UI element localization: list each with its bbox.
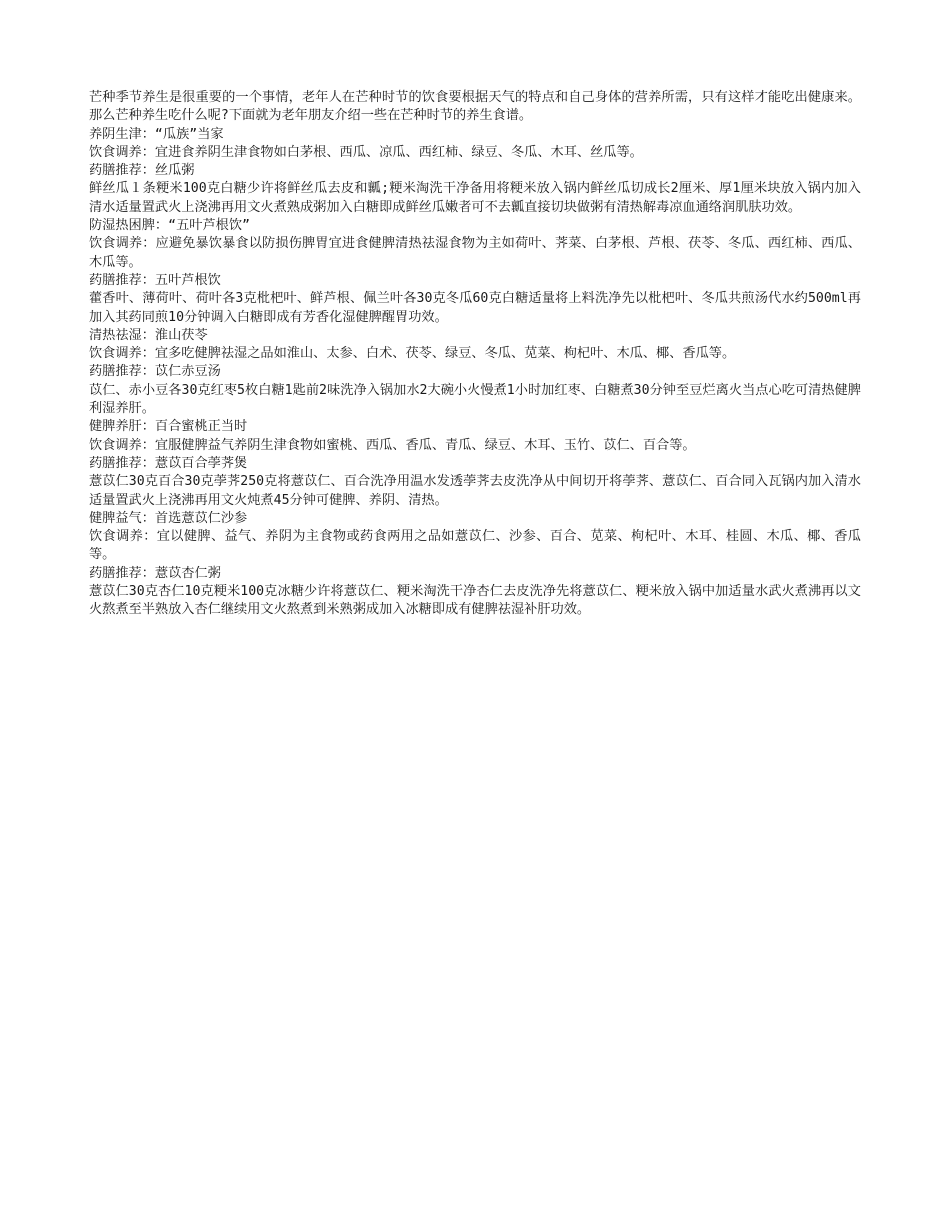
recipe-title: 药膳推荐：丝瓜粥	[89, 163, 195, 179]
recipe-title: 药膳推荐：五叶芦根饮	[89, 272, 221, 288]
diet-paragraph: 饮食调养：应避免暴饮暴食以防损伤脾胃宜进食健脾清热祛湿食物为主如荷叶、荠菜、白茅根、芦根、茯苓、冬瓜、西红柿、西瓜、木瓜等。	[89, 236, 861, 270]
recipe-paragraph: 苡仁、赤小豆各30克红枣5枚白糖1匙前2味洗净入锅加水2大碗小火慢煮1小时加红枣、白糖煮30分钟至豆烂离火当点心吃可清热健脾利湿养肝。	[89, 382, 861, 417]
recipe-paragraph: 藿香叶、薄荷叶、荷叶各3克枇杷叶、鲜芦根、佩兰叶各30克冬瓜60克白糖适量将上料洗净先以枇杷叶、冬瓜共煎汤代水约500ml再加入其药同煎10分钟调入白糖即成有芳香化湿健脾醒胃功效。	[89, 291, 861, 325]
recipe-title: 药膳推荐：薏苡杏仁粥	[89, 565, 221, 581]
recipe-paragraph: 鲜丝瓜１条粳米100克白糖少许将鲜丝瓜去皮和瓤;粳米淘洗干净备用将粳米放入锅内鲜丝瓜切成长2厘米、厚1厘米块放入锅内加入清水适量置武火上浇沸再用文火煮熟成粥加入白糖即成鲜丝瓜嫩者可不去瓤直接切块做粥有清热解毒凉血通络润肌肤功效。	[89, 181, 861, 215]
intro-paragraph: 芒种季节养生是很重要的一个事情，老年人在芒种时节的饮食要根据天气的特点和自己身体的营养所需，只有这样才能吃出健康来。那么芒种养生吃什么呢?下面就为老年朋友介绍一些在芒种时节的养生食谱。	[89, 90, 861, 124]
recipe-title: 药膳推荐：苡仁赤豆汤	[89, 364, 221, 380]
diet-paragraph: 饮食调养：宜多吃健脾祛湿之品如淮山、太参、白术、茯苓、绿豆、冬瓜、苋菜、枸杞叶、木瓜、椰、香瓜等。	[89, 346, 736, 362]
diet-paragraph: 饮食调养：宜进食养阴生津食物如白茅根、西瓜、凉瓜、西红柿、绿豆、冬瓜、木耳、丝瓜等。	[89, 144, 643, 160]
section-heading: 健脾益气：首选薏苡仁沙参	[89, 510, 248, 526]
recipe-paragraph: 薏苡仁30克百合30克荸荠250克将薏苡仁、百合洗净用温水发透荸荠去皮洗净从中间切开将荸荠、薏苡仁、百合同入瓦锅内加入清水适量置武火上浇沸再用文火炖煮45分钟可健脾、养阴、清热。	[89, 474, 861, 508]
diet-paragraph: 饮食调养：宜服健脾益气养阴生津食物如蜜桃、西瓜、香瓜、青瓜、绿豆、木耳、玉竹、苡仁、百合等。	[89, 437, 696, 453]
section-heading: 健脾养肝：百合蜜桃正当时	[89, 419, 248, 435]
recipe-title: 药膳推荐：薏苡百合荸荠煲	[89, 455, 248, 471]
recipe-paragraph: 薏苡仁30克杏仁10克粳米100克冰糖少许将薏苡仁、粳米淘洗干净杏仁去皮洗净先将薏苡仁、粳米放入锅中加适量水武火煮沸再以文火熬煮至半熟放入杏仁继续用文火熬煮到米熟粥成加入冰糖即成有健脾祛湿补肝功效。	[89, 584, 861, 618]
section-heading: 清热祛湿：淮山茯苓	[89, 327, 208, 343]
diet-paragraph: 饮食调养：宜以健脾、益气、养阴为主食物或药食两用之品如薏苡仁、沙参、百合、苋菜、枸杞叶、木耳、桂圆、木瓜、椰、香瓜等。	[89, 529, 861, 563]
section-heading: 养阴生津：“瓜族”当家	[89, 126, 224, 142]
section-heading: 防湿热困脾：“五叶芦根饮”	[89, 218, 250, 234]
article-body	[89, 89, 861, 620]
